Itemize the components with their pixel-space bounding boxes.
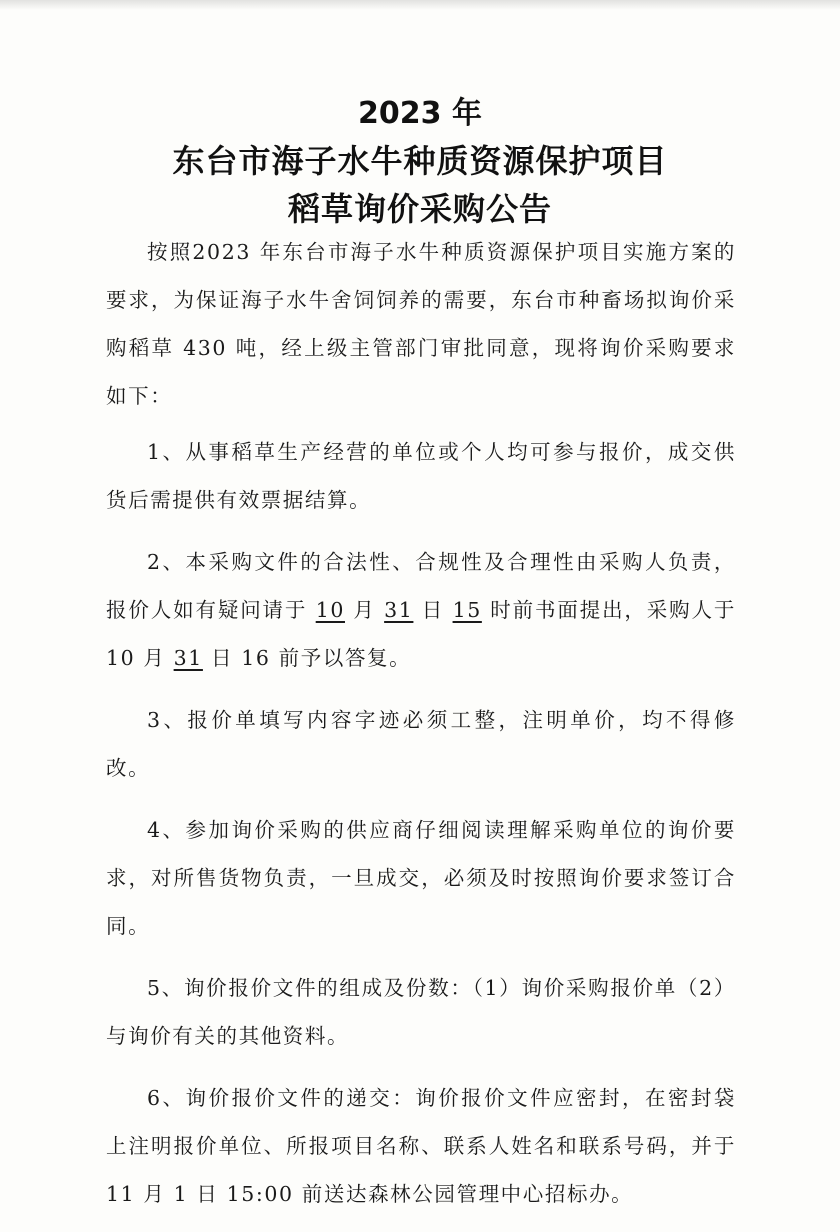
- item-6: 6、询价报价文件的递交：询价报价文件应密封，在密封袋上注明报价单位、所报项目名称、联系人姓名和联系号码，并于 11 月 1 日 15:00 前送达森林公园管理中心招标办。: [106, 1086, 736, 1206]
- title-project: 东台市海子水牛种质资源保护项目: [172, 142, 668, 180]
- notice-body: [106, 228, 736, 1232]
- deadline-month: 10: [315, 598, 345, 622]
- scan-edge: [0, 0, 840, 10]
- item-2: [106, 538, 736, 682]
- item-2-text-3: 日: [413, 598, 453, 622]
- item-1: 1、从事稻草生产经营的单位或个人均可参与报价，成交供货后需提供有效票据结算。: [106, 440, 736, 512]
- intro-paragraph: 按照2023 年东台市海子水牛种质资源保护项目实施方案的要求，为保证海子水牛舍饲饲养的需要，东台市种畜场拟询价采购稻草 430 吨，经上级主管部门审批同意，现将询价采购要求如下：: [106, 240, 736, 408]
- item-2-text-5: 日 16 前予以答复。: [202, 646, 412, 670]
- title-year: 2023 年: [358, 96, 482, 131]
- item-2-text-4: 时前书面提出，采购人于 10 月: [106, 598, 736, 670]
- item-3: 3、报价单填写内容字迹必须工整，注明单价，均不得修改。: [106, 708, 736, 780]
- deadline-day: 31: [384, 598, 414, 622]
- title-subject: 稻草询价采购公告: [287, 190, 552, 228]
- item-4: 4、参加询价采购的供应商仔细阅读理解采购单位的询价要求，对所售货物负责，一旦成交，必须及时按照询价要求签订合同。: [106, 818, 736, 938]
- deadline-hour: 15: [452, 598, 482, 622]
- reply-day: 31: [173, 646, 203, 670]
- item-2-text-2: 月: [344, 598, 385, 622]
- item-2-text-1: 2、本采购文件的合法性、合规性及合理性由采购人负责，报价人如有疑问请于: [106, 550, 736, 622]
- item-5: 5、询价报价文件的组成及份数：（1）询价采购报价单（2）与询价有关的其他资料。: [106, 976, 736, 1048]
